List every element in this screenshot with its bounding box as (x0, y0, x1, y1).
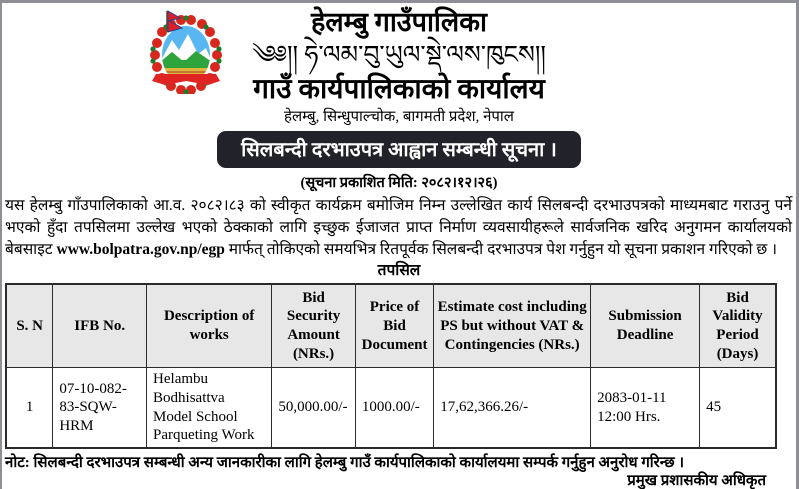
signatory-title: प्रमुख प्रशासकीय अधिकृत (627, 473, 766, 489)
table-header-row (6, 284, 776, 368)
emblem-scene (160, 26, 212, 76)
cell-submission-deadline: 2083-01-11 12:00 Hrs. (591, 368, 700, 449)
header-bid-security: Bid Security Amount (NRs.) (272, 284, 356, 368)
body-text-before-link: यस हेलम्बु गाँउपालिकाको आ.व. २०८२।८३ को स्वीकृत कार्यक्रम बमोजिम निम्न उल्लेखित कार्य सिलबन्दी दरभाउपत्रको माध्यमबाट गराउनु पर्ने भएको हुँदा तपसिलमा उल्लेख भएको ठेक्काको लागि इच्छुक ईजाजत प्राप्त निर्माण व्यवसायीहरूले सार्वजनिक खरिद अनुगमन कार्यालयको बेबसाइट (5, 196, 792, 258)
notice-body-paragraph (2, 192, 796, 261)
nepal-emblem-logo (150, 10, 222, 94)
cell-ifb-no: 07-10-082-83-SQW-HRM (53, 368, 147, 449)
cell-bid-doc-price: 1000.00/- (355, 368, 433, 449)
cell-estimate-cost: 17,62,366.26/- (434, 368, 591, 449)
notice-title-row (2, 131, 796, 168)
cell-sn: 1 (6, 368, 53, 449)
bolpatra-website-text: www.bolpatra.gov.np/egp (56, 240, 225, 258)
header-estimate-cost: Estimate cost including PS but without VAT & Contingencies (NRs.) (434, 284, 591, 368)
cell-description: Helambu Bodhisattva Model School Parqueting Work (147, 368, 272, 449)
office-name: गाउँ कार्यपालिकाको कार्यालय (253, 73, 545, 105)
header-description: Description of works (147, 284, 272, 368)
tender-table-body (6, 368, 776, 449)
published-date: (सूचना प्रकाशित मिति: २०८२।१२।२६) (300, 174, 498, 191)
municipality-name: हेलम्बु गाउँपालिका (311, 7, 487, 37)
table-row (6, 368, 776, 449)
letterhead (2, 3, 796, 126)
body-text-after-link: मार्फत् तोकिएको समयभित्र रितपूर्वक सिलबन्दी दरभाउपत्र पेश गर्नुहुन यो सूचना प्रकाशन गरिएको छ । (224, 240, 778, 258)
header-bid-doc-price: Price of Bid Document (355, 284, 433, 368)
table-caption: तपसिल (377, 261, 421, 279)
tender-table (5, 283, 777, 449)
tender-table-header (6, 284, 776, 368)
header-submission-deadline: Submission Deadline (591, 284, 700, 368)
cell-bid-security: 50,000.00/- (272, 368, 356, 449)
footer-note: नोट: सिलबन्दी दरभाउपत्र सम्बन्धी अन्य जानकारीका लागि हेलम्बु गाउँ कार्यपालिकाको कार्यालयमा सम्पर्क गर्नुहुन अनुरोध गरिन्छ । (5, 455, 685, 472)
cell-bid-validity: 45 (700, 368, 776, 449)
header-bid-validity: Bid Validity Period (Days) (700, 284, 776, 368)
tibetan-script-line: ༄༅།། ཧེ་ལམ་བུ་ཡུལ་སྡེ་ལས་ཁུངས།། (252, 41, 546, 69)
notice-title-banner: सिलबन्दी दरभाउपत्र आह्वान सम्बन्धी सूचना । (217, 131, 581, 168)
office-address: हेलम्बु, सिन्धुपाल्चोक, बागमती प्रदेश, नेपाल (284, 109, 514, 126)
emblem-ribbon (152, 74, 220, 85)
header-sn: S. N (6, 284, 53, 368)
header-ifb-no: IFB No. (53, 284, 147, 368)
